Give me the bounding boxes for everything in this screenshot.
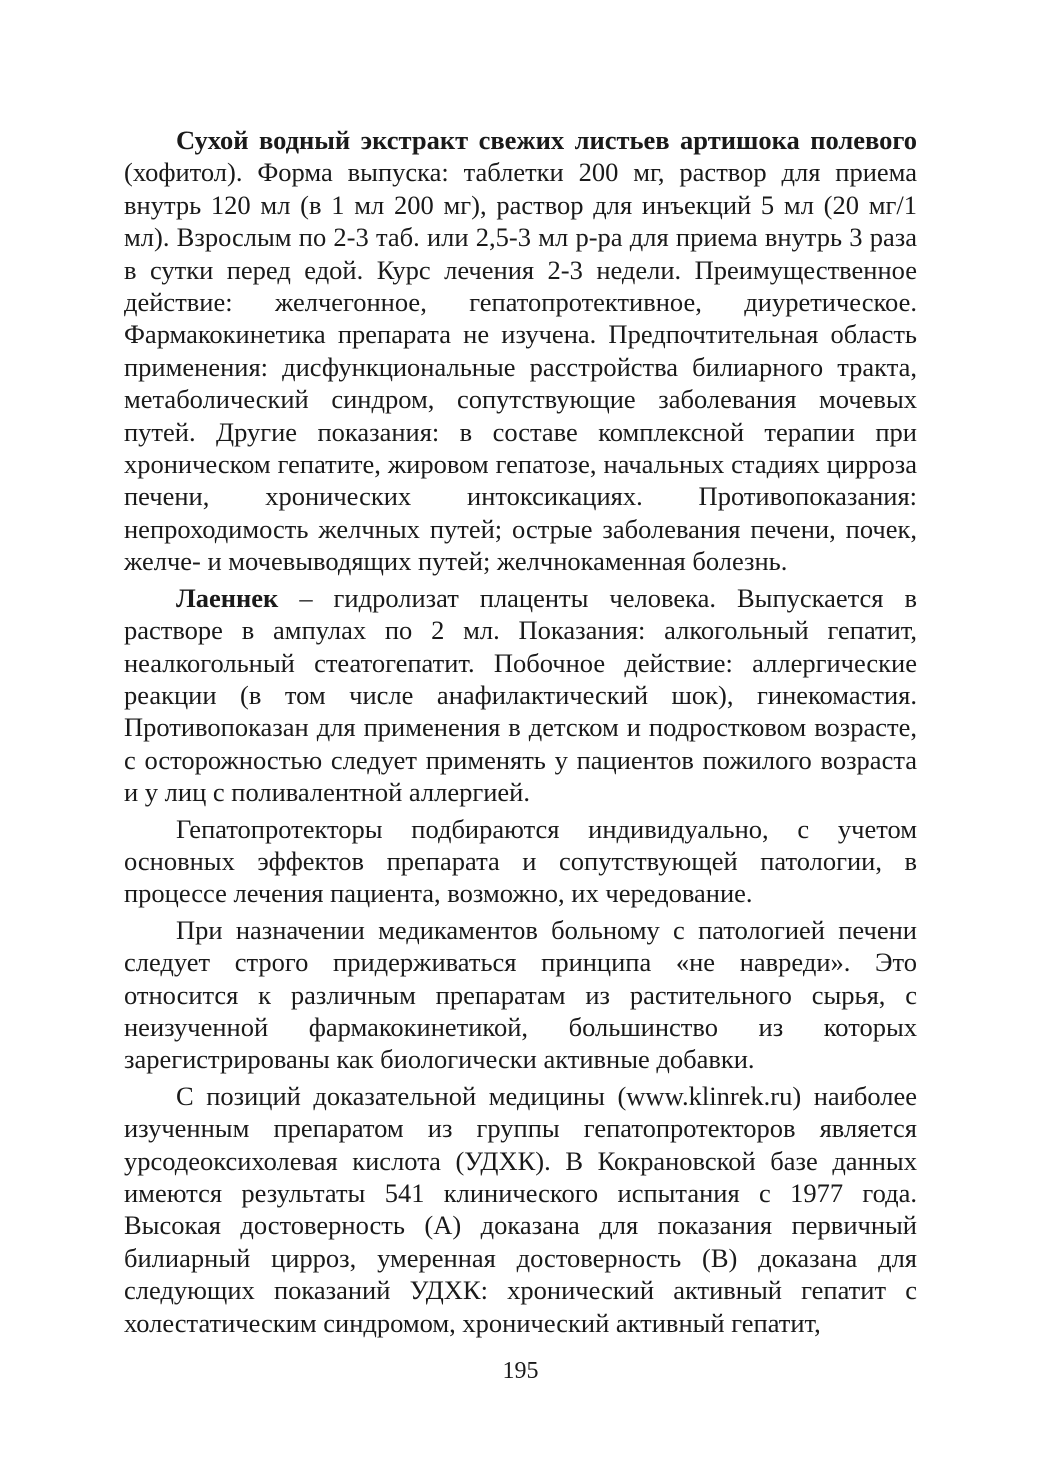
paragraph-evidence: С позиций доказательной медицины (www.klinrek.ru) наиболее изученным препаратом из группы гепатопротекторов является урсодеоксихолевая кислота (УДХК). В Кокрановской базе данных имеются результаты 541 клинического испытания с 1977 года. Высокая достоверность (А) доказана для показания первичный билиарный цирроз, умеренная достоверность (В) доказана для следующих показаний УДХК: хронический активный гепатит с холестатическим синдромом, хронический активный гепатит, [124,1080,917,1338]
paragraph-laennec [124,582,917,809]
paragraph-text: (хофитол). Форма выпуска: таблетки 200 мг, раствор для приема внутрь 120 мл (в 1 мл 200 мг), раствор для инъекций 5 мл (20 мг/1 мл). Взрослым по 2-3 таб. или 2,5-3 мл р-ра для приема внутрь 3 раза в сутки перед едой. Курс лечения 2-3 недели. Преимущественное действие: желчегонное, гепатопротективное, диуретическое. Фармакокинетика препарата не изучена. Предпочтительная область применения: дисфункциональные расстройства билиарного тракта, метаболический синдром, сопутствующие заболевания мочевых путей. Другие показания: в составе комплексной терапии при хроническом гепатите, жировом гепатозе, начальных стадиях цирроза печени, хронических интоксикациях. Противопоказания: непроходимость желчных путей; острые заболевания печени, почек, желче- и мочевыводящих путей; желчнокаменная болезнь. [124,157,917,577]
paragraph-artichoke [124,124,917,578]
page-number: 195 [502,1358,539,1384]
paragraph-do-no-harm: При назначении медикаментов больному с патологией печени следует строго придерживаться принципа «не навреди». Это относится к различным препаратам из растительного сырья, с неизученной фармакокинетикой, большинство из которых зарегистрированы как биологически активные добавки. [124,914,917,1075]
paragraph-text: – гидролизат плаценты человека. Выпускается в растворе в ампулах по 2 мл. Показания: алкогольный гепатит, неалкогольный стеатогепатит. Побочное действие: аллергические реакции (в том числе анафилактический шок), гинекомастия. Противопоказан для применения в детском и подростковом возрасте, с осторожностью следует применять у пациентов пожилого возраста и у лиц с поливалентной аллергией. [124,582,917,808]
paragraph-selection: Гепатопротекторы подбираются индивидуально, с учетом основных эффектов препарата и сопутствующей патологии, в процессе лечения пациента, возможно, их чередование. [124,813,917,909]
drug-name-laennec: Лаеннек [176,582,279,613]
body-text [124,124,917,1339]
drug-name-artichoke-extract: Сухой водный экстракт свежих листьев артишока полевого [176,125,917,155]
